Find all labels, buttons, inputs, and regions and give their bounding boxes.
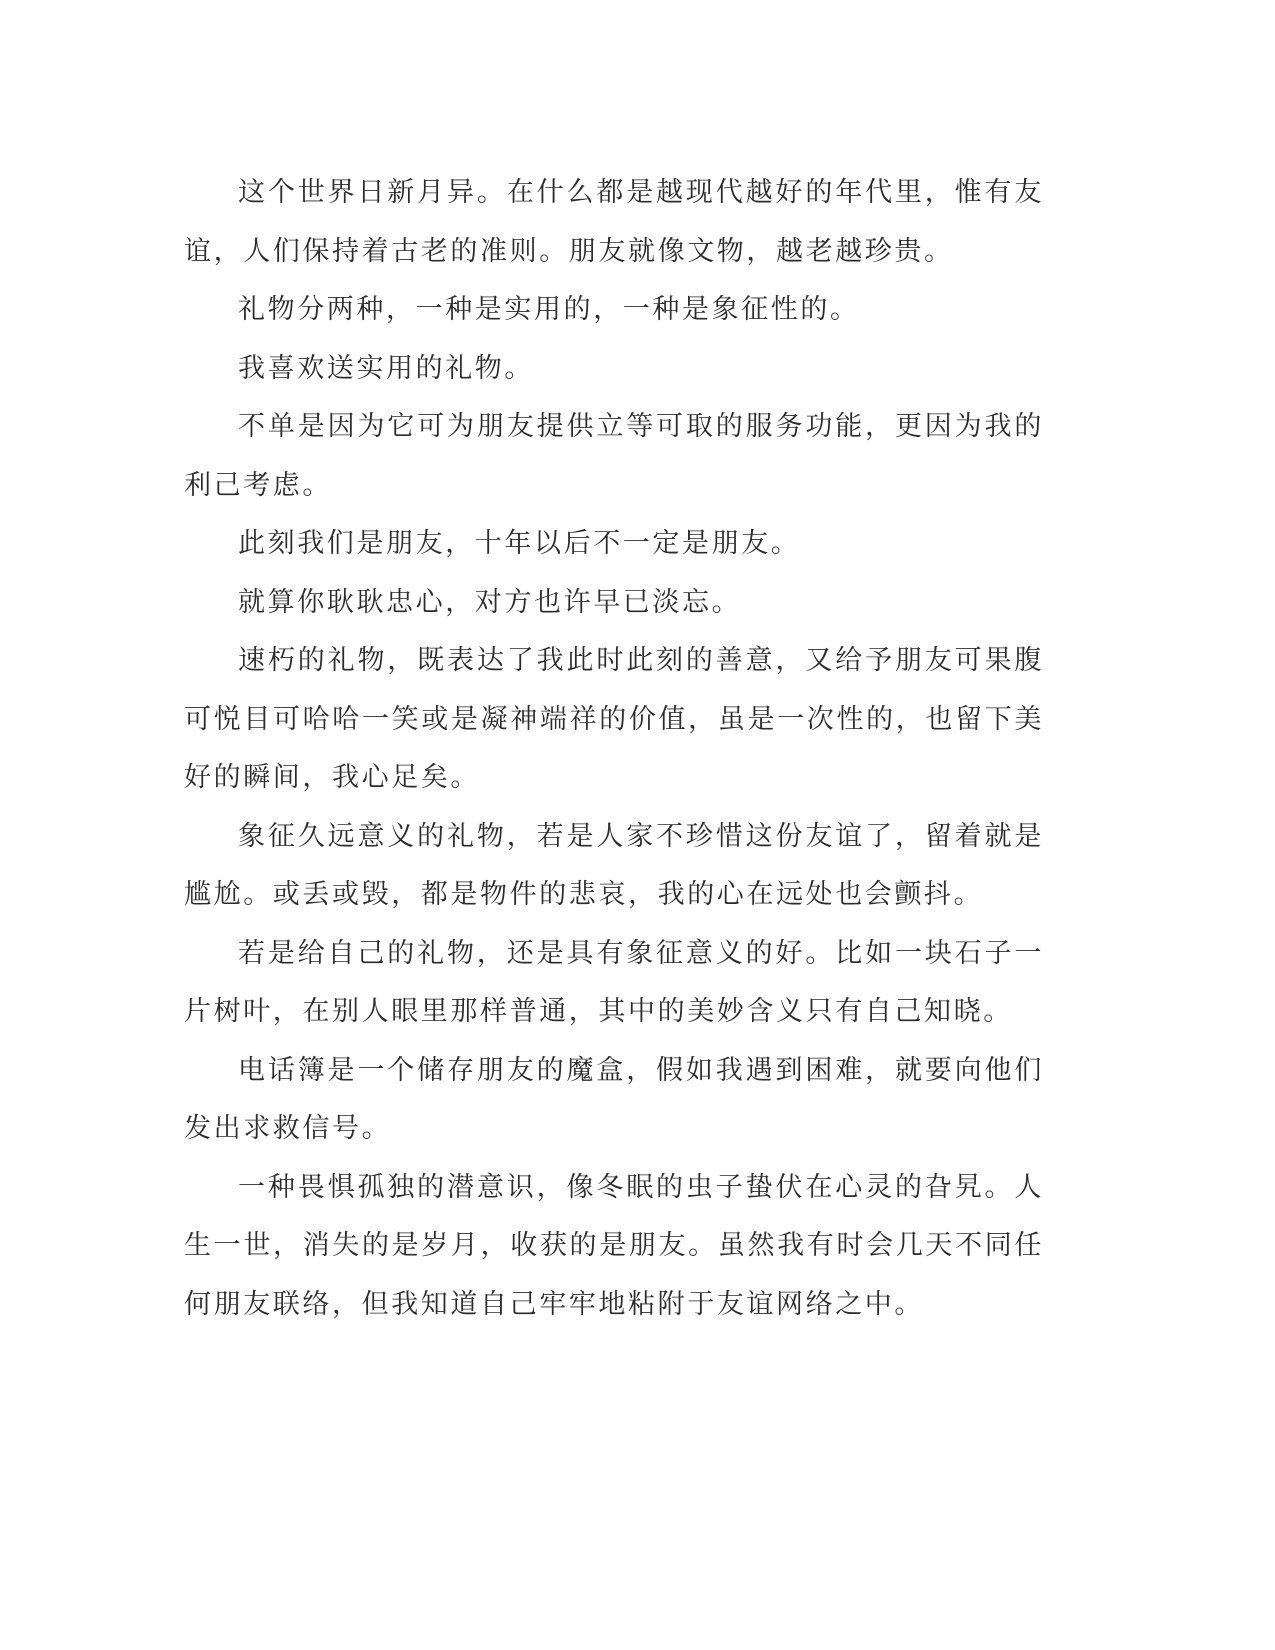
paragraph: 这个世界日新月异。在什么都是越现代越好的年代里，惟有友谊，人们保持着古老的准则。朋友就像文物，越老越珍贵。 bbox=[184, 177, 1044, 267]
paragraph: 象征久远意义的礼物，若是人家不珍惜这份友谊了，留着就是尴尬。或丢或毁，都是物件的悲哀，我的心在远处也会颤抖。 bbox=[184, 820, 1044, 910]
paragraph: 电话簿是一个储存朋友的魔盒，假如我遇到困难，就要向他们发出求救信号。 bbox=[184, 1054, 1044, 1144]
paragraph: 不单是因为它可为朋友提供立等可取的服务功能，更因为我的利己考虑。 bbox=[184, 411, 1044, 501]
document-body bbox=[184, 164, 1044, 1334]
paragraph: 若是给自己的礼物，还是具有象征意义的好。比如一块石子一片树叶，在别人眼里那样普通，其中的美妙含义只有自己知晓。 bbox=[184, 937, 1044, 1027]
paragraph: 一种畏惧孤独的潜意识，像冬眠的虫子蛰伏在心灵的旮旯。人生一世，消失的是岁月，收获的是朋友。虽然我有时会几天不同任何朋友联络，但我知道自己牢牢地粘附于友谊网络之中。 bbox=[184, 1171, 1044, 1320]
paragraph: 此刻我们是朋友，十年以后不一定是朋友。 bbox=[238, 528, 801, 559]
paragraph: 我喜欢送实用的礼物。 bbox=[238, 352, 534, 384]
paragraph: 就算你耿耿忠心，对方也许早已淡忘。 bbox=[238, 586, 742, 618]
paragraph: 速朽的礼物，既表达了我此时此刻的善意，又给予朋友可果腹可悦目可哈哈一笑或是凝神端祥的价值，虽是一次性的，也留下美好的瞬间，我心足矣。 bbox=[184, 645, 1044, 793]
paragraph: 礼物分两种，一种是实用的，一种是象征性的。 bbox=[238, 294, 860, 325]
